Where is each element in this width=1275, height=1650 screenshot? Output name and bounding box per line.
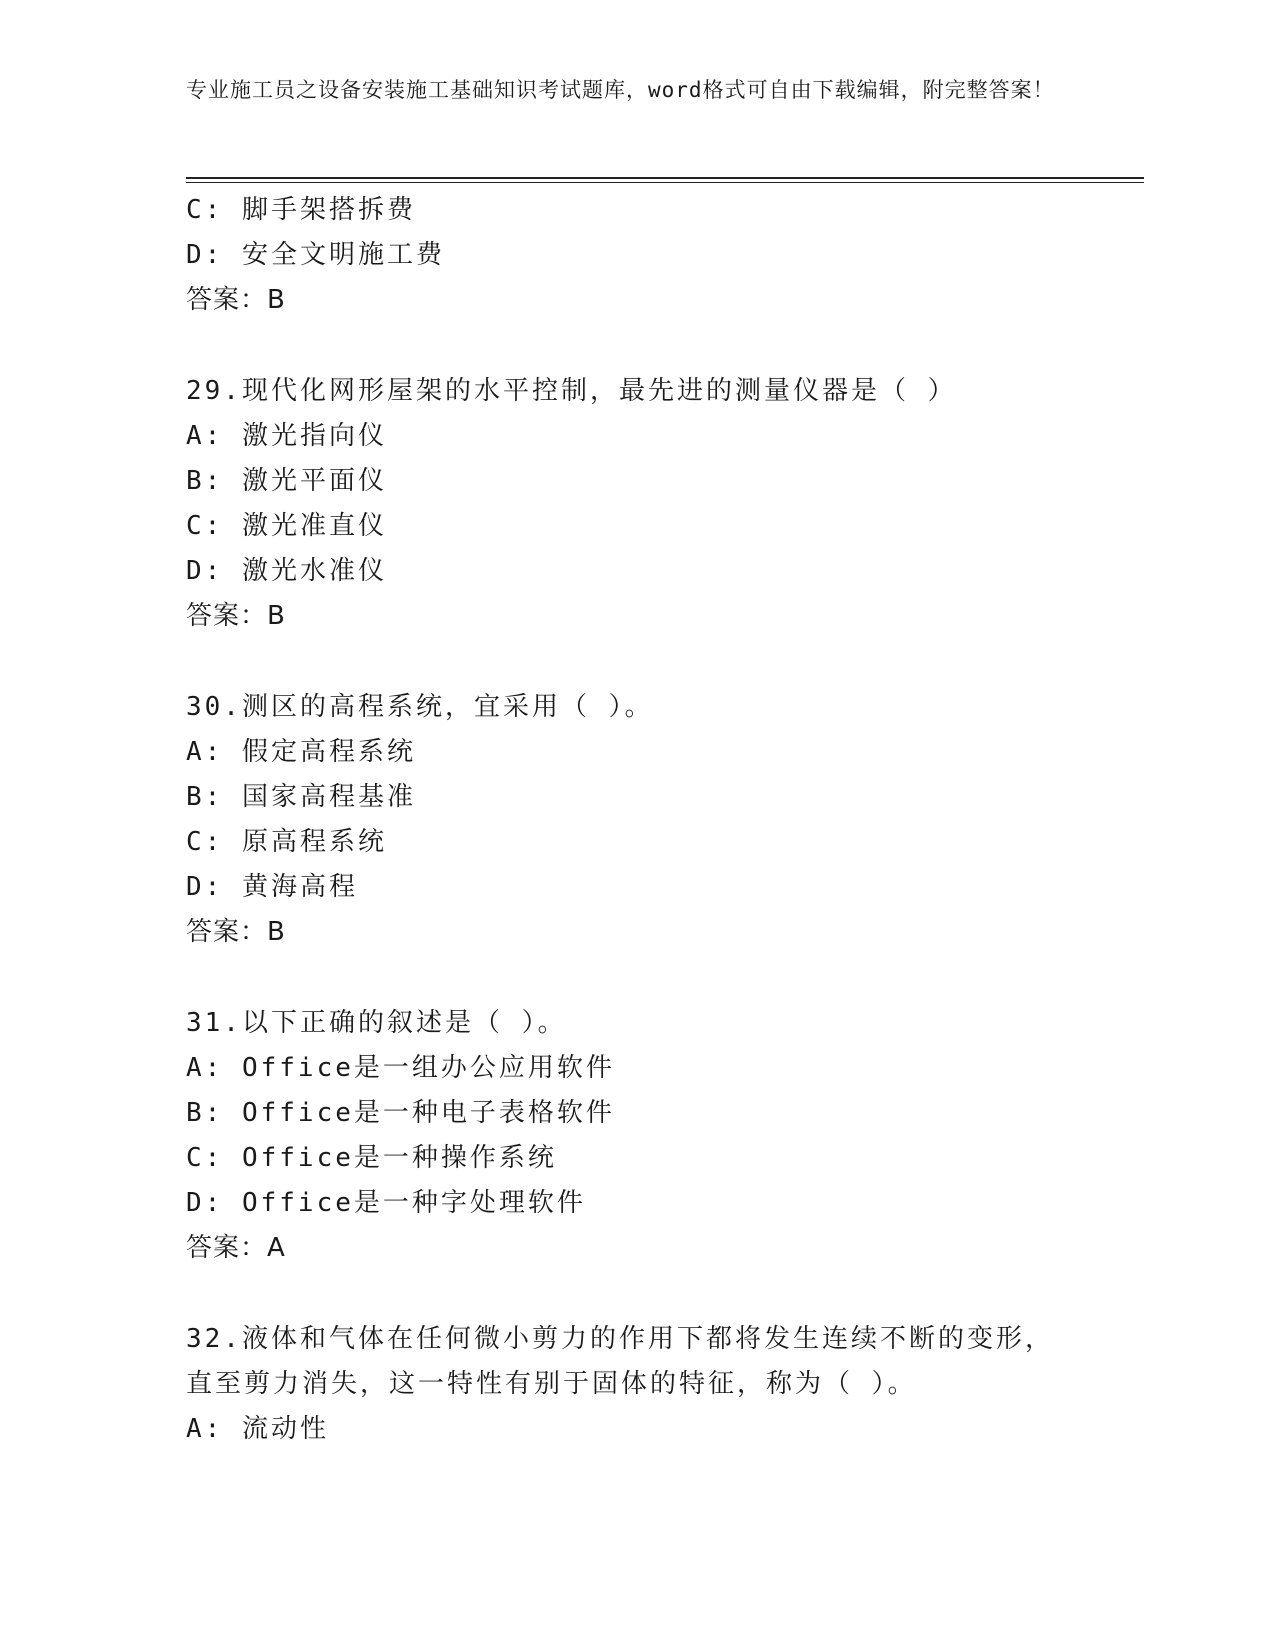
- option-a: A: 假定高程系统: [186, 737, 416, 767]
- option-d: D: 安全文明施工费: [186, 240, 445, 270]
- document-content: [186, 188, 1086, 1452]
- option-b: B: Office是一种电子表格软件: [186, 1098, 615, 1128]
- option-d: D: 黄海高程: [186, 872, 358, 902]
- answer-line: 答案：B: [186, 917, 286, 947]
- option-a: A: Office是一组办公应用软件: [186, 1053, 615, 1083]
- option-a: A: 流动性: [186, 1414, 329, 1444]
- question-block-partial: [186, 188, 1086, 323]
- question-block-32: [186, 1317, 1086, 1452]
- header-divider-thick: [186, 177, 1144, 179]
- option-c: C: Office是一种操作系统: [186, 1143, 557, 1173]
- question-block-29: [186, 369, 1086, 639]
- answer-line: 答案：B: [186, 285, 286, 315]
- option-d: D: Office是一种字处理软件: [186, 1188, 586, 1218]
- question-text: 31.以下正确的叙述是（ ）。: [186, 1008, 567, 1038]
- question-text: 29.现代化网形屋架的水平控制，最先进的测量仪器是（ ）: [186, 376, 957, 406]
- answer-line: 答案：A: [186, 1233, 286, 1263]
- header-divider-thin: [186, 182, 1144, 183]
- option-c: C: 激光准直仪: [186, 511, 387, 541]
- page-header-title: 专业施工员之设备安装施工基础知识考试题库，word格式可自由下载编辑，附完整答案！: [186, 78, 1055, 102]
- option-a: A: 激光指向仪: [186, 421, 387, 451]
- question-block-31: [186, 1001, 1086, 1271]
- option-b: B: 国家高程基准: [186, 782, 416, 812]
- option-c: C: 脚手架搭拆费: [186, 195, 416, 225]
- option-b: B: 激光平面仪: [186, 466, 387, 496]
- answer-line: 答案：B: [186, 601, 286, 631]
- question-block-30: [186, 685, 1086, 955]
- option-c: C: 原高程系统: [186, 827, 387, 857]
- question-text: 30.测区的高程系统，宜采用（ ）。: [186, 692, 654, 722]
- question-text: 32.液体和气体在任何微小剪力的作用下都将发生连续不断的变形，直至剪力消失，这一特性有别于固体的特征，称为（ ）。: [186, 1324, 1054, 1399]
- option-d: D: 激光水准仪: [186, 556, 387, 586]
